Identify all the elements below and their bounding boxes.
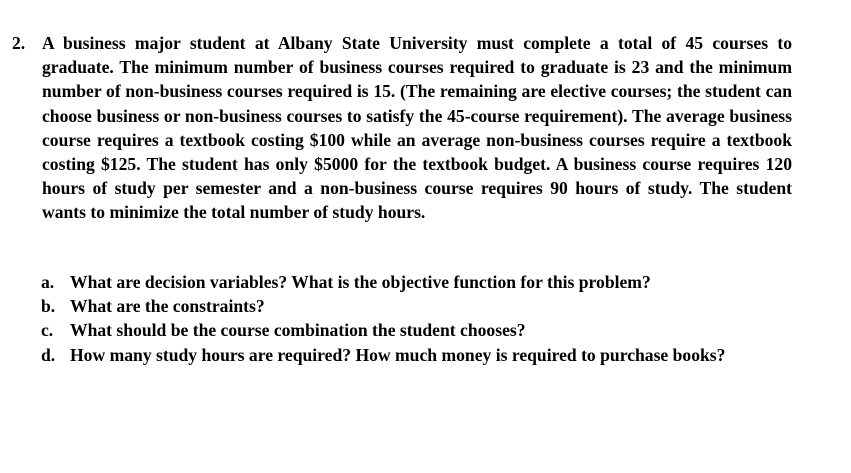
part-text: What are decision variables? What is the objective function for this problem? <box>70 272 651 292</box>
question-part-d <box>41 343 771 367</box>
question-parts-list <box>41 270 771 367</box>
part-letter: c. <box>41 320 54 341</box>
question-part-a <box>41 270 771 294</box>
problem-statement <box>12 31 792 225</box>
part-text: What should be the course combination the student chooses? <box>70 320 526 341</box>
part-letter: b. <box>41 296 56 317</box>
question-part-b <box>41 294 771 318</box>
problem-number: 2. <box>12 33 26 53</box>
part-text: How many study hours are required? How much money is required to purchase books? <box>70 344 726 365</box>
part-letter: d. <box>41 344 56 365</box>
question-part-c <box>41 318 771 342</box>
problem-text: A business major student at Albany State University must complete a total of 45 courses to graduate. The minimum number of business courses required to graduate is 23 and the minimum number of non-business courses required is 15. (The remaining are elective courses; the student can choose business or non-business courses to satisfy the 45-course requirement). The average business course requires a textbook costing $100 while an average non-business courses require a textbook costing $125. The student has only $5000 for the textbook budget. A business course requires 120 hours of study per semester and a non-business course requires 90 hours of study. The student wants to minimize the total number of study hours. <box>42 33 792 223</box>
part-letter: a. <box>41 272 55 292</box>
part-text: What are the constraints? <box>70 296 265 317</box>
